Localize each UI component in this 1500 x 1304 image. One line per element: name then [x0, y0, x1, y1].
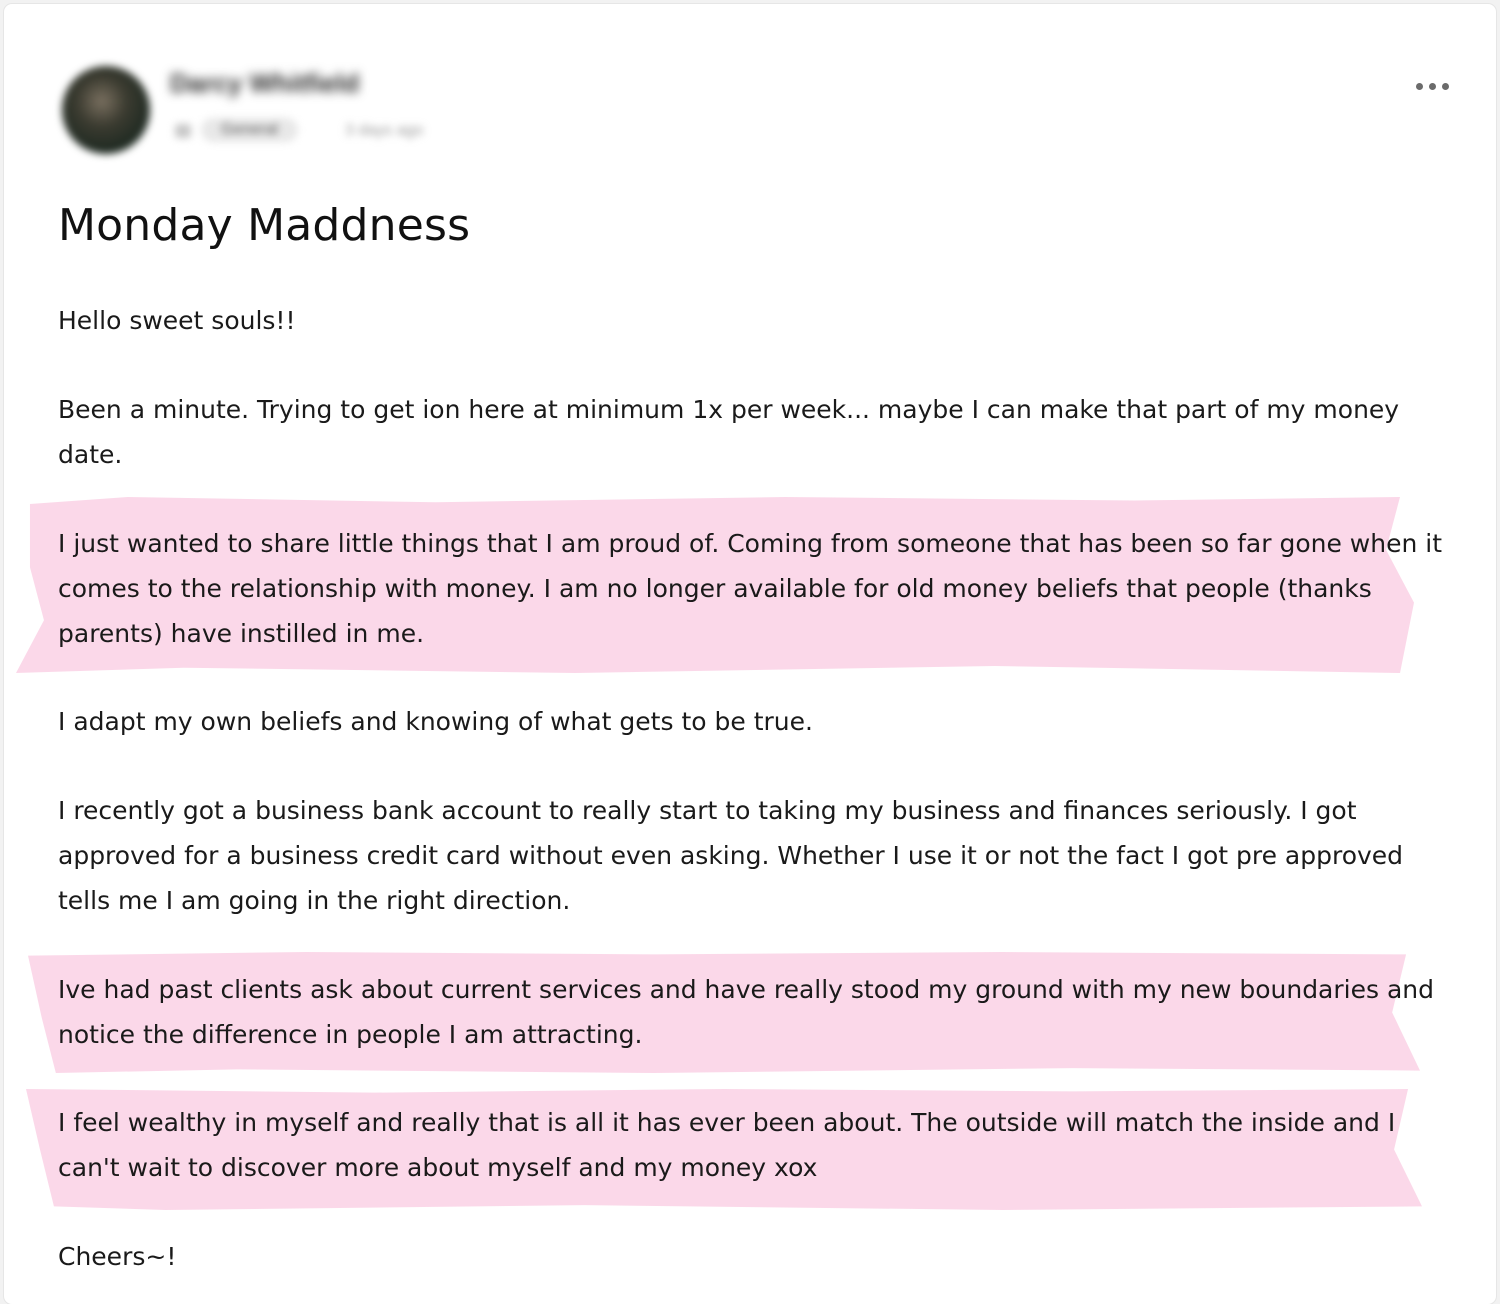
- more-options-button[interactable]: [1404, 70, 1460, 102]
- post-paragraph: I adapt my own beliefs and knowing of what gets to be true.: [58, 707, 813, 736]
- post-paragraph: I recently got a business bank account to really start to taking my business and finances seriously. I got approved for a business credit card without even asking. Whether I use it or not the fact I got pre approved tells me I am going in the right direction.: [58, 796, 1404, 915]
- post-title: Monday Maddness: [58, 200, 471, 251]
- post-paragraph: Cheers~!: [58, 1242, 177, 1271]
- more-horizontal-icon: [1429, 83, 1436, 90]
- post-paragraph-highlighted: I just wanted to share little things that I am proud of. Coming from someone that has been so far gone when it comes to the relationship with money. I am no longer available for old money beliefs that people (thanks parents) have instilled in me.: [58, 529, 1443, 648]
- post-timestamp: 3 days ago: [345, 122, 424, 139]
- category-badge[interactable]: General: [201, 118, 298, 142]
- avatar[interactable]: [62, 66, 150, 154]
- more-horizontal-icon: [1416, 83, 1423, 90]
- post-paragraph: Hello sweet souls!!: [58, 306, 296, 335]
- post-paragraph-highlighted: I feel wealthy in myself and really that is all it has ever been about. The outside will match the inside and I can't wait to discover more about myself and my money xox: [58, 1108, 1396, 1182]
- lock-icon: [175, 124, 191, 138]
- author-name[interactable]: Darcy Whitfield: [170, 68, 360, 98]
- post-paragraph: Been a minute. Trying to get ion here at minimum 1x per week... maybe I can make that part of my money date.: [58, 395, 1400, 469]
- post-header: [60, 62, 1460, 162]
- post-paragraph-highlighted: Ive had past clients ask about current services and have really stood my ground with my new boundaries and notice the difference in people I am attracting.: [58, 975, 1434, 1049]
- more-horizontal-icon: [1442, 83, 1449, 90]
- post-meta: [175, 116, 475, 146]
